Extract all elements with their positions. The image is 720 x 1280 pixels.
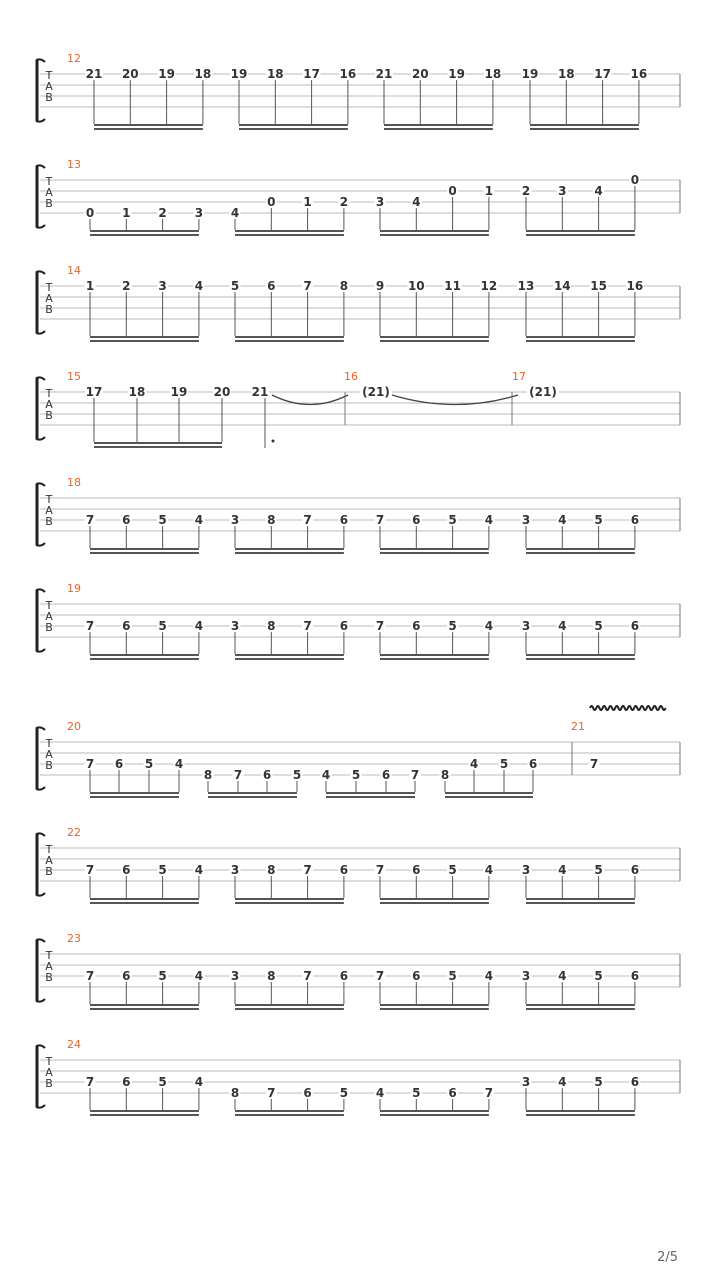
beam — [94, 442, 222, 444]
beam — [90, 1110, 199, 1112]
fret-number: 6 — [412, 863, 421, 877]
measure-number: 17 — [512, 370, 526, 383]
tab-clef-letter: T — [45, 1055, 53, 1068]
tab-clef-letter: B — [45, 621, 53, 634]
fret-number: 5 — [412, 1086, 421, 1100]
fret-number: 6 — [267, 279, 276, 293]
beam — [90, 898, 199, 900]
measure-number: 21 — [571, 720, 585, 733]
beam — [239, 128, 348, 130]
fret-number: 4 — [484, 863, 494, 877]
fret-number: 3 — [521, 513, 531, 527]
fret-number: 5 — [158, 863, 167, 877]
fret-number: 7 — [267, 1086, 276, 1100]
beam — [235, 336, 344, 338]
fret-number: 6 — [122, 863, 131, 877]
beam — [526, 340, 635, 342]
fret-number: 19 — [521, 67, 539, 81]
fret-number: 21 — [375, 67, 393, 81]
beam — [235, 548, 344, 550]
page-number: 2/5 — [657, 1250, 678, 1265]
fret-number: 7 — [375, 513, 385, 527]
tab-clef-letter: B — [45, 409, 53, 422]
beam — [235, 658, 344, 660]
fret-number: 18 — [194, 67, 212, 81]
fret-number: 8 — [230, 1086, 240, 1100]
beam — [380, 234, 489, 236]
fret-number: 5 — [230, 279, 240, 293]
beam — [526, 552, 635, 554]
fret-number: 7 — [85, 1075, 95, 1089]
fret-number: 7 — [85, 619, 95, 633]
tab-clef-letter: A — [45, 186, 53, 199]
tab-clef-letter: B — [45, 91, 53, 104]
fret-number: 0 — [630, 173, 640, 187]
beam — [90, 902, 199, 904]
fret-number: 7 — [303, 969, 312, 983]
fret-number: 8 — [267, 969, 276, 983]
fret-number: (21) — [362, 385, 390, 399]
fret-number: 0 — [85, 206, 95, 220]
tab-clef-letter: T — [45, 599, 53, 612]
fret-number: 17 — [303, 67, 320, 81]
tab-clef-letter: B — [45, 759, 53, 772]
beam — [380, 1114, 489, 1116]
measure-number: 24 — [67, 1038, 81, 1051]
measure-number: 20 — [67, 720, 81, 733]
fret-number: 3 — [194, 206, 204, 220]
fret-number: 6 — [122, 619, 131, 633]
fret-number: 5 — [594, 969, 603, 983]
tab-clef-letter: T — [45, 175, 53, 188]
fret-number: 16 — [630, 67, 648, 81]
fret-number: 6 — [339, 619, 349, 633]
fret-number: 4 — [194, 1075, 204, 1089]
beam — [526, 1004, 635, 1006]
fret-number: 18 — [266, 67, 284, 81]
fret-number: 8 — [267, 513, 276, 527]
beam — [90, 1004, 199, 1006]
tab-clef-letter: B — [45, 197, 53, 210]
measure-number: 22 — [67, 826, 81, 839]
fret-number: 4 — [321, 768, 331, 782]
beam — [526, 898, 635, 900]
tab-clef-letter: B — [45, 1077, 53, 1090]
measure-number: 19 — [67, 582, 81, 595]
fret-number: 6 — [381, 768, 391, 782]
tab-clef-letter: T — [45, 949, 53, 962]
beam — [90, 552, 199, 554]
fret-number: 6 — [528, 757, 538, 771]
beam — [90, 336, 199, 338]
tab-clef-letter: A — [45, 292, 53, 305]
fret-number: 5 — [594, 1075, 603, 1089]
fret-number: 4 — [558, 1075, 567, 1089]
fret-number: 21 — [251, 385, 269, 399]
beam — [94, 128, 203, 130]
fret-number: 6 — [339, 969, 349, 983]
beam — [235, 654, 344, 656]
measure-number: 13 — [67, 158, 81, 171]
tab-clef-letter: B — [45, 865, 53, 878]
beam — [380, 1008, 489, 1010]
fret-number: 5 — [339, 1086, 349, 1100]
fret-number: 17 — [85, 385, 103, 399]
fret-number: 14 — [553, 279, 571, 293]
beam — [380, 1004, 489, 1006]
fret-number: 5 — [292, 768, 302, 782]
fret-number: 3 — [521, 863, 531, 877]
measure-number: 15 — [67, 370, 81, 383]
fret-number: 0 — [267, 195, 276, 209]
vibrato-mark — [590, 706, 666, 710]
fret-number: 4 — [194, 279, 204, 293]
fret-number: 5 — [144, 757, 154, 771]
beam — [235, 898, 344, 900]
fret-number: 6 — [630, 619, 640, 633]
fret-number: 5 — [448, 513, 457, 527]
beam — [208, 792, 297, 794]
beam — [90, 548, 199, 550]
fret-number: 7 — [375, 969, 385, 983]
fret-number: 5 — [158, 513, 167, 527]
fret-number: 11 — [444, 279, 461, 293]
fret-number: 8 — [267, 863, 276, 877]
beam — [526, 902, 635, 904]
fret-number: 7 — [375, 863, 385, 877]
fret-number: 6 — [412, 619, 421, 633]
measure-number: 18 — [67, 476, 81, 489]
tab-clef-letter: A — [45, 960, 53, 973]
beam — [380, 902, 489, 904]
tab-clef-letter: A — [45, 398, 53, 411]
beam — [526, 336, 635, 338]
fret-number: 7 — [85, 513, 95, 527]
fret-number: 5 — [158, 619, 167, 633]
fret-number: 7 — [85, 969, 95, 983]
fret-number: 4 — [484, 513, 494, 527]
fret-number: 7 — [85, 863, 95, 877]
tab-clef-letter: A — [45, 748, 53, 761]
beam — [380, 654, 489, 656]
fret-number: 20 — [411, 67, 429, 81]
fret-number: 3 — [558, 184, 567, 198]
fret-number: 6 — [122, 513, 131, 527]
fret-number: 19 — [158, 67, 175, 81]
beam — [90, 796, 179, 798]
fret-number: 3 — [521, 619, 531, 633]
fret-number: 4 — [558, 863, 567, 877]
fret-number: 3 — [375, 195, 385, 209]
fret-number: 6 — [412, 969, 421, 983]
beam — [235, 340, 344, 342]
beam — [235, 902, 344, 904]
fret-number: 4 — [174, 757, 184, 771]
fret-number: 6 — [339, 863, 349, 877]
beam — [526, 548, 635, 550]
beam — [380, 230, 489, 232]
fret-number: 1 — [484, 184, 494, 198]
fret-number: 8 — [339, 279, 349, 293]
fret-number: 2 — [122, 279, 131, 293]
beam — [530, 124, 639, 126]
fret-number: 21 — [85, 67, 103, 81]
fret-number: 4 — [558, 513, 567, 527]
beam — [235, 1008, 344, 1010]
tab-clef-letter: T — [45, 737, 53, 750]
beam — [384, 124, 493, 126]
tab-clef-letter: A — [45, 80, 53, 93]
fret-number: 5 — [594, 513, 603, 527]
measure-number: 16 — [344, 370, 358, 383]
beam — [380, 898, 489, 900]
beam — [90, 1114, 199, 1116]
fret-number: 8 — [267, 619, 276, 633]
tab-clef-letter: A — [45, 854, 53, 867]
fret-number: 0 — [448, 184, 457, 198]
beam — [530, 128, 639, 130]
fret-number: 4 — [194, 619, 204, 633]
beam — [208, 796, 297, 798]
fret-number: 5 — [158, 1075, 167, 1089]
beam — [235, 234, 344, 236]
tab-clef-letter: A — [45, 504, 53, 517]
beam — [235, 552, 344, 554]
fret-number: 3 — [158, 279, 167, 293]
beam — [235, 1110, 344, 1112]
measure-number: 23 — [67, 932, 81, 945]
fret-number: 16 — [339, 67, 357, 81]
beam — [526, 230, 635, 232]
fret-number: 18 — [128, 385, 146, 399]
beam — [526, 1008, 635, 1010]
fret-number: 10 — [407, 279, 425, 293]
fret-number: 2 — [339, 195, 349, 209]
fret-number: 5 — [448, 969, 457, 983]
fret-number: 7 — [303, 513, 312, 527]
fret-number: 6 — [630, 969, 640, 983]
beam — [380, 658, 489, 660]
beam — [445, 796, 533, 798]
fret-number: 7 — [484, 1086, 494, 1100]
tab-clef-letter: T — [45, 69, 53, 82]
fret-number: 7 — [85, 757, 95, 771]
beam — [526, 1114, 635, 1116]
fret-number: 7 — [375, 619, 385, 633]
fret-number: 3 — [521, 969, 531, 983]
fret-number: 5 — [448, 863, 457, 877]
fret-number: 7 — [303, 863, 312, 877]
measure-number: 14 — [67, 264, 81, 277]
fret-number: 3 — [230, 863, 240, 877]
fret-number: 6 — [114, 757, 124, 771]
fret-number: 6 — [448, 1086, 457, 1100]
fret-number: 3 — [230, 619, 240, 633]
tab-clef-letter: T — [45, 843, 53, 856]
fret-number: 4 — [375, 1086, 385, 1100]
fret-number: 3 — [521, 1075, 531, 1089]
fret-number: 4 — [194, 969, 204, 983]
fret-number: 2 — [521, 184, 531, 198]
beam — [90, 792, 179, 794]
fret-number: 4 — [484, 619, 494, 633]
beam — [526, 654, 635, 656]
fret-number: 9 — [375, 279, 385, 293]
beam — [235, 1114, 344, 1116]
tab-clef-letter: A — [45, 1066, 53, 1079]
fret-number: 20 — [121, 67, 139, 81]
fret-number: 4 — [558, 969, 567, 983]
fret-number: 5 — [594, 863, 603, 877]
beam — [445, 792, 533, 794]
fret-number: 6 — [339, 513, 349, 527]
fret-number: 17 — [594, 67, 611, 81]
fret-number: 19 — [230, 67, 248, 81]
fret-number: 6 — [630, 863, 640, 877]
fret-number: 18 — [557, 67, 575, 81]
beam — [235, 230, 344, 232]
beam — [380, 336, 489, 338]
fret-number: 6 — [412, 513, 421, 527]
beam — [90, 1008, 199, 1010]
fret-number: 16 — [626, 279, 644, 293]
fret-number: 6 — [303, 1086, 312, 1100]
fret-number: 15 — [590, 279, 607, 293]
beam — [526, 234, 635, 236]
tab-clef-letter: B — [45, 971, 53, 984]
fret-number: 4 — [558, 619, 567, 633]
beam — [326, 796, 415, 798]
fret-number: 7 — [303, 279, 312, 293]
fret-number: 5 — [594, 619, 603, 633]
beam — [380, 1110, 489, 1112]
fret-number: 6 — [122, 1075, 131, 1089]
fret-number: 2 — [158, 206, 167, 220]
beam — [380, 548, 489, 550]
fret-number: 4 — [469, 757, 479, 771]
beam — [380, 552, 489, 554]
fret-number: 7 — [303, 619, 312, 633]
tab-clef-letter: B — [45, 515, 53, 528]
beam — [380, 340, 489, 342]
beam — [526, 658, 635, 660]
beam — [94, 124, 203, 126]
fret-number: 6 — [122, 969, 131, 983]
fret-number: 20 — [213, 385, 231, 399]
fret-number: 1 — [122, 206, 131, 220]
fret-number: 4 — [194, 513, 204, 527]
fret-number: 1 — [85, 279, 95, 293]
augmentation-dot — [272, 440, 275, 443]
beam — [90, 234, 199, 236]
fret-number: 1 — [303, 195, 312, 209]
fret-number: 5 — [158, 969, 167, 983]
fret-number: 7 — [589, 757, 599, 771]
tab-clef-letter: T — [45, 493, 53, 506]
fret-number: 4 — [484, 969, 494, 983]
fret-number: 3 — [230, 969, 240, 983]
beam — [94, 446, 222, 448]
fret-number: 12 — [480, 279, 498, 293]
beam — [526, 1110, 635, 1112]
measure-number: 12 — [67, 52, 81, 65]
fret-number: 19 — [170, 385, 188, 399]
fret-number: 6 — [262, 768, 272, 782]
fret-number: 6 — [630, 1075, 640, 1089]
beam — [384, 128, 493, 130]
tab-clef-letter: B — [45, 303, 53, 316]
fret-number: (21) — [529, 385, 557, 399]
fret-number: 18 — [484, 67, 502, 81]
fret-number: 6 — [630, 513, 640, 527]
fret-number: 5 — [351, 768, 361, 782]
fret-number: 19 — [448, 67, 465, 81]
beam — [235, 1004, 344, 1006]
fret-number: 8 — [440, 768, 450, 782]
beam — [90, 658, 199, 660]
tab-clef-letter: T — [45, 281, 53, 294]
beam — [326, 792, 415, 794]
fret-number: 4 — [594, 184, 603, 198]
fret-number: 3 — [230, 513, 240, 527]
fret-number: 7 — [233, 768, 243, 782]
fret-number: 4 — [412, 195, 421, 209]
fret-number: 13 — [517, 279, 535, 293]
beam — [90, 340, 199, 342]
fret-number: 5 — [448, 619, 457, 633]
beam — [90, 230, 199, 232]
fret-number: 4 — [194, 863, 204, 877]
fret-number: 5 — [499, 757, 509, 771]
beam — [239, 124, 348, 126]
fret-number: 4 — [230, 206, 240, 220]
fret-number: 7 — [410, 768, 420, 782]
tab-clef-letter: T — [45, 387, 53, 400]
fret-number: 8 — [203, 768, 213, 782]
tab-clef-letter: A — [45, 610, 53, 623]
beam — [90, 654, 199, 656]
